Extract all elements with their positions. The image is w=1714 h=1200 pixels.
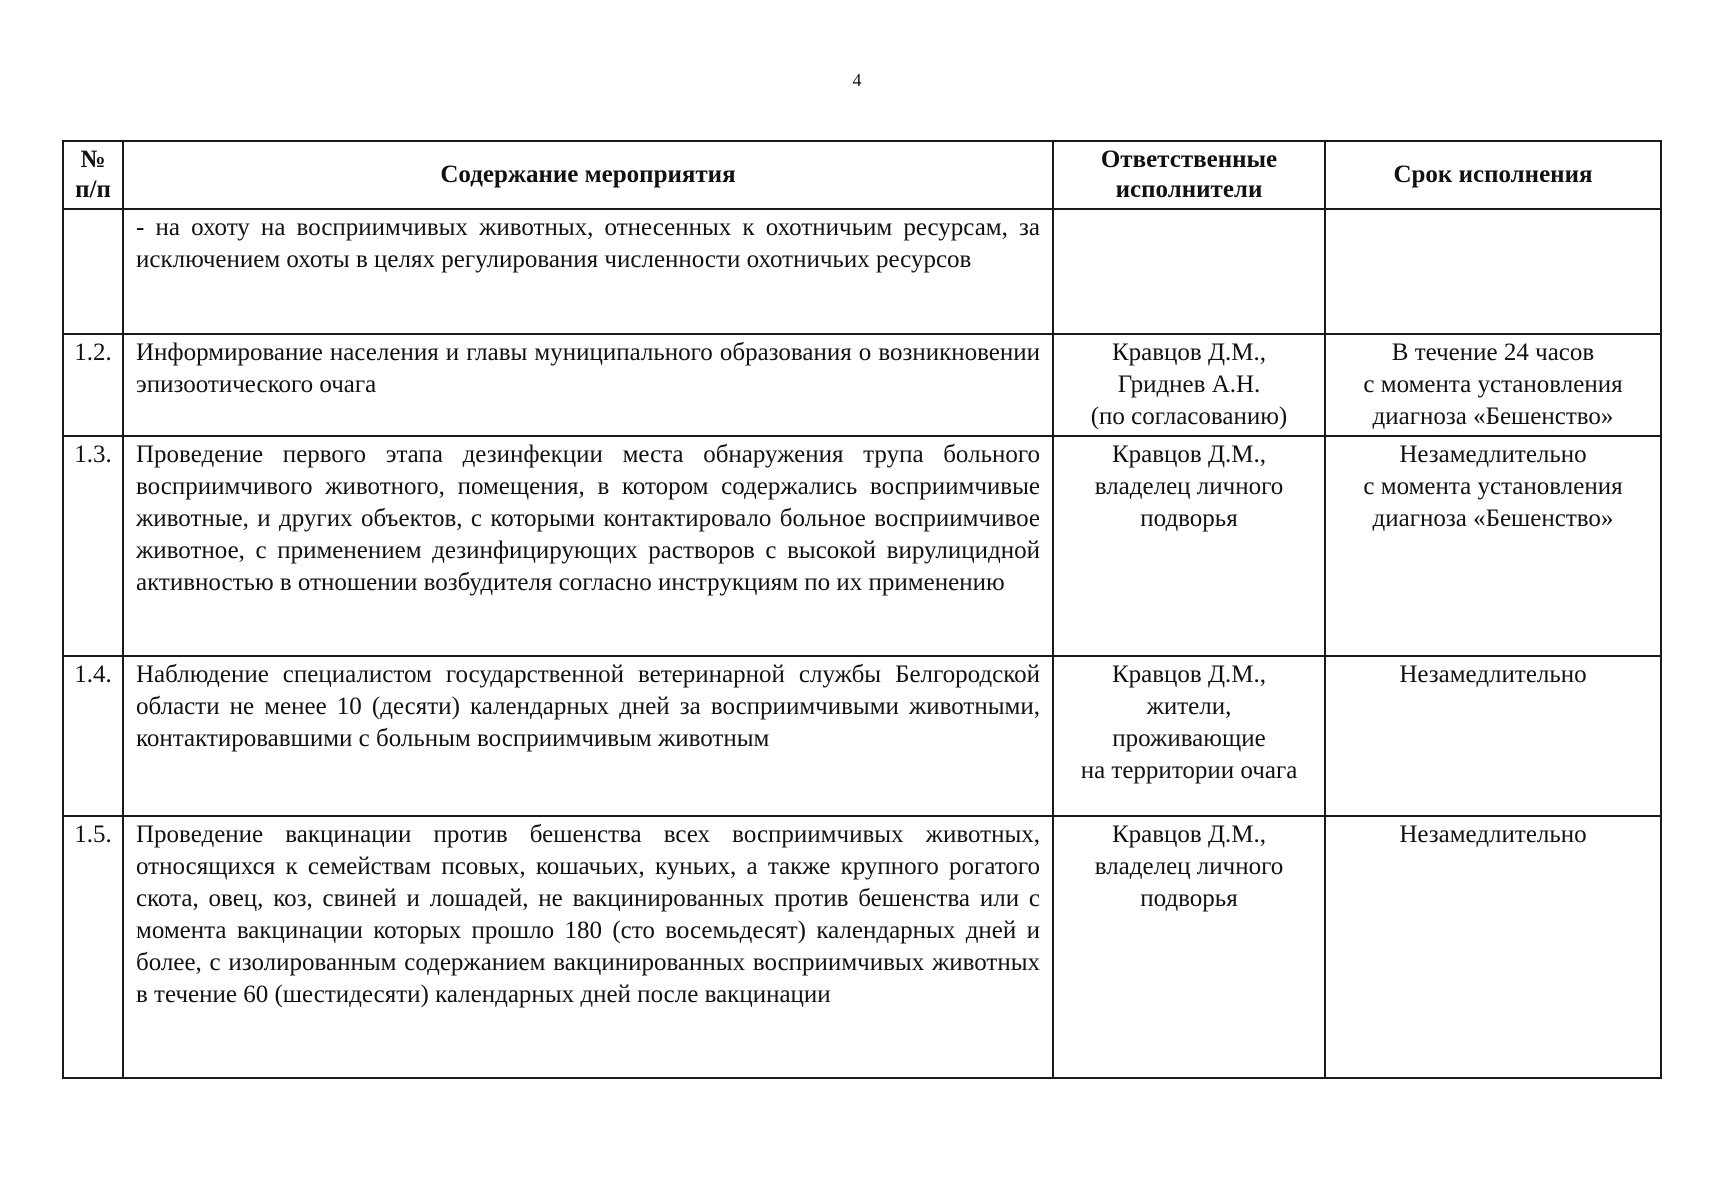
row-responsible — [1053, 816, 1325, 1078]
row-responsible — [1053, 334, 1325, 436]
row-deadline — [1325, 209, 1661, 334]
row-num: 1.2. — [63, 334, 123, 436]
header-deadline: Срок исполнения — [1325, 141, 1661, 209]
table-row — [63, 816, 1661, 1078]
row-deadline — [1325, 816, 1661, 1078]
row-content: Проведение вакцинации против бешенства всех восприимчивых животных, относящихся к семействам псовых, кошачьих, куньих, а также крупного рогатого скота, овец, коз, свиней и лошадей, не вакцинированных против бешенства или с момента вакцинации которых прошло 180 (сто восемьдесят) календарных дней и более, с изолированным содержанием вакцинированных восприимчивых животных в течение 60 (шестидесяти) календарных дней после вакцинации — [123, 816, 1053, 1078]
responsible-text: Кравцов Д.М., владелец личного подворья — [1094, 821, 1284, 912]
row-deadline — [1325, 334, 1661, 436]
table-header-row — [63, 141, 1661, 209]
deadline-text: Незамедлительно — [1399, 821, 1587, 848]
row-num: 1.4. — [63, 656, 123, 816]
row-content: - на охоту на восприимчивых животных, отнесенных к охотничьим ресурсам, за исключением охоты в целях регулирования численности охотничьих ресурсов — [123, 209, 1053, 334]
page-number: 4 — [852, 70, 862, 90]
row-deadline — [1325, 436, 1661, 656]
row-num — [63, 209, 123, 334]
row-content: Проведение первого этапа дезинфекции места обнаружения трупа больного восприимчивого животного, помещения, в котором содержались восприимчивые животные, и других объектов, с которыми контактировало больное восприимчивое животное, с применением дезинфицирующих растворов с высокой вирулицидной активностью в отношении возбудителя согласно инструкциям по их применению — [123, 436, 1053, 656]
row-content: Наблюдение специалистом государственной ветеринарной службы Белгородской области не менее 10 (десяти) календарных дней за восприимчивыми животными, контактировавшими с больным восприимчивым животным — [123, 656, 1053, 816]
row-deadline — [1325, 656, 1661, 816]
responsible-text: Кравцов Д.М., жители, проживающие на территории очага — [1080, 661, 1298, 784]
row-num: 1.5. — [63, 816, 123, 1078]
row-responsible — [1053, 436, 1325, 656]
deadline-text: Незамедлительно с момента установления диагноза «Бешенство» — [1363, 441, 1623, 532]
table-row — [63, 436, 1661, 656]
header-content: Содержание мероприятия — [123, 141, 1053, 209]
table-row — [63, 334, 1661, 436]
table-row — [63, 656, 1661, 816]
responsible-text: Кравцов Д.М., владелец личного подворья — [1094, 441, 1284, 532]
row-responsible — [1053, 209, 1325, 334]
row-num: 1.3. — [63, 436, 123, 656]
table-row — [63, 209, 1661, 334]
responsible-text: Кравцов Д.М., Гриднев А.Н. (по согласованию) — [1090, 339, 1288, 430]
measures-table — [62, 140, 1662, 1079]
row-responsible — [1053, 656, 1325, 816]
header-responsible: Ответственные исполнители — [1053, 141, 1325, 209]
deadline-text: В течение 24 часов с момента установления диагноза «Бешенство» — [1363, 339, 1623, 430]
deadline-text: Незамедлительно — [1399, 661, 1587, 688]
header-num: № п/п — [63, 141, 123, 209]
row-content: Информирование населения и главы муниципального образования о возникновении эпизоотического очага — [123, 334, 1053, 436]
